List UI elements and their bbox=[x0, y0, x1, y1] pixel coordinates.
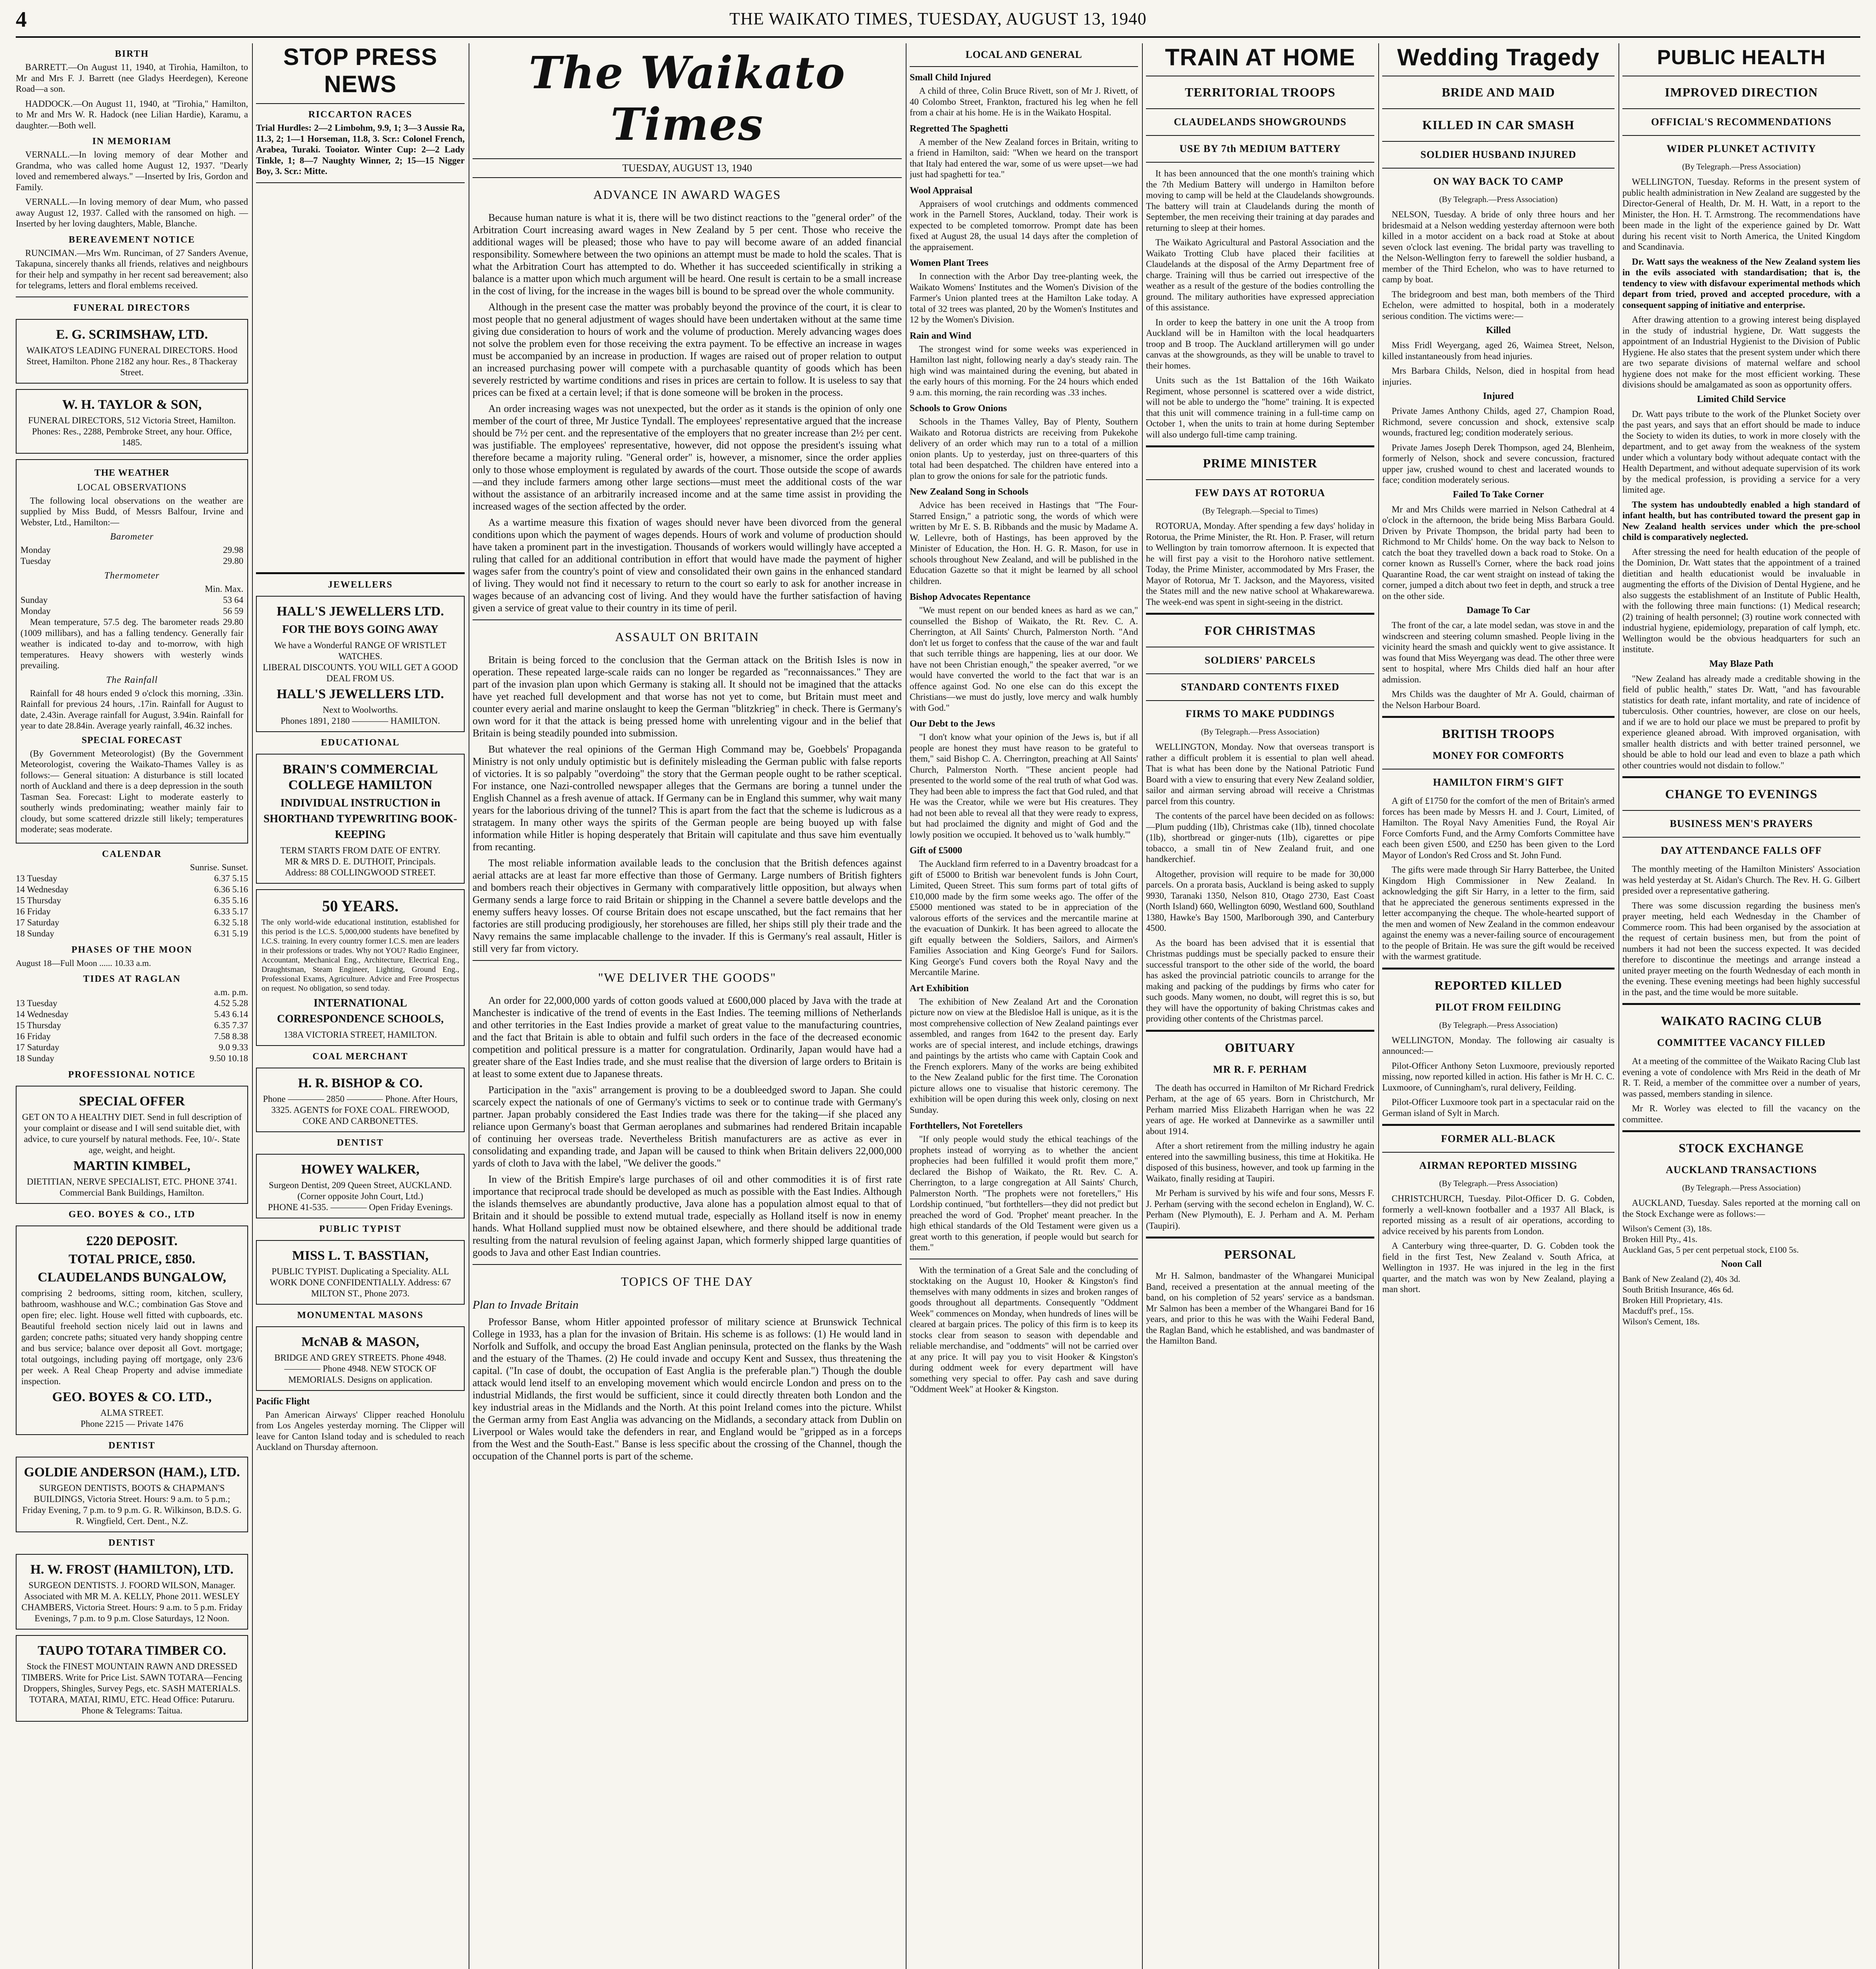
headline-deck: SOLDIERS' PARCELS bbox=[1205, 654, 1316, 666]
headline-deck: DAY ATTENDANCE FALLS OFF bbox=[1661, 845, 1822, 856]
ad-body: PUBLIC TYPIST. Duplicating a Speciality. ALL WORK DONE CONFIDENTIALLY. Address: 67 MILTON ST., Phone 2073. bbox=[269, 1266, 451, 1298]
barometer-row: Monday 29.98 bbox=[20, 545, 243, 555]
bishop-ad bbox=[256, 1068, 465, 1132]
calendar-heading: CALENDAR bbox=[102, 849, 162, 859]
goldie-ad bbox=[16, 1457, 248, 1532]
local-item-text: Advice has been received in Hastings that "The Four-Starred Ensign," a patriotic song, the words of which were written by Mr E. S. B. Ribbands and the music by Madame A. W. Lellevre, both of Hastings, has been approved by the Minister of Education, the Hon. H. G. R. Mason, for use in schools throughout New Zealand, and will be published in the Education Gazette so that it might be learned by all school children. bbox=[910, 500, 1138, 586]
weather-notes: Mean temperature, 57.5 deg. The barometer reads 29.80 (1009 millibars), and has a falling tendency. Generally fair weather is indicated to-day and to-morrow, with high temperatures. Heavy showers with westerly winds prevailing. bbox=[20, 617, 243, 670]
tides-row: 13 Tuesday 4.52 5.28 bbox=[16, 998, 248, 1008]
ad-name: BRAIN'S COMMERCIAL COLLEGE HAMILTON bbox=[283, 762, 438, 792]
stock-line: South British Insurance, 46s 6d. bbox=[1622, 1285, 1734, 1294]
typist-ad bbox=[256, 1240, 465, 1305]
masthead: THE WAIKATO TIMES, TUESDAY, AUGUST 13, 1940 bbox=[729, 9, 1147, 28]
howey-walker-ad bbox=[256, 1154, 465, 1218]
child-service-subheading: Limited Child Service bbox=[1697, 394, 1786, 404]
article-paragraph: Altogether, provision will require to be made for 30,000 parcels. On a prorata basis, Auckland is being asked to supply 9930, Taranaki 1350, Nelson 810, Otago 2730, East Coast (North Island) 660, Wellington 6090, Westland 600, Southland 1380, Hawke's Bay 1500, Marlborough 390, and Canterbury 4500. bbox=[1146, 869, 1374, 933]
ad-body: The only world-wide educational institution, established for this period is the I.C.S. 5,000,000 students have benefited by I.C.S. training. In every country former I.C.S. men are leaders in their professions or trades. Why not YOU? Radio Engineer, Accountant, Mechanical Eng., Architecture, Electrical Eng., Draughtsman, Steam Engineer, Lighting, Ground Eng., Professional Exams, Agriculture. Advice and Free Prospectus on request. No obligation, so send today. bbox=[261, 918, 459, 993]
article-paragraph: There was some discussion regarding the business men's prayer meeting, held each Wednesday in the Chamber of Commerce room. This had been organised by the association at the request of certain business men, but from the point of numbers it had not been the success expected. It was decided therefore to discontinue the meetings and arrange instead a united prayer meeting on the fourth Wednesday of each month in the evening. These evening meetings had been highly successful in the past, and the time would be more suitable. bbox=[1622, 900, 1860, 997]
editorial-paragraph: Because human nature is what it is, there will be two distinct reactions to the "general order" of the Arbitration Court increasing award wages in New Zealand by 5 per cent. Those who receive the additional wages will be pleased; those who have to pay will become aware of an added financial responsibility. Somewhere between the two opinions an attempt must be made to hold the scales. That is what the Arbitration Court has attempted to do. Whether it has succeeded scientifically in striking a balance is a matter upon which much argument will be heard. One result is certain to be a small increase in the cost of living, for the increase in the wages bill is bound to be spread over the whole community. bbox=[473, 212, 902, 297]
nameplate: The Waikato Times bbox=[528, 47, 846, 150]
halls-jewellers-ad bbox=[256, 596, 465, 732]
article-paragraph: Private James Joseph Derek Thompson, aged 24, Blenheim, formerly of Nelson, shock and severe concussion, fractured upper jaw, crushed wound to chest and lacerated wounds to face; condition moderately serious. bbox=[1382, 442, 1615, 485]
article-paragraph: CHRISTCHURCH, Tuesday. Pilot-Officer D. G. Cobden, formerly a well-known footballer and a 1937 All Black, is reported missing as a result of air operations, according to advice received by his parents from London. bbox=[1382, 1194, 1615, 1236]
article-paragraph: After drawing attention to a growing interest being displayed in the study of industrial hygiene, Dr. Watt suggests the appointment of an Industrial Hygienist to the Division of Public Hygiene. He also states that the present system under which there are two separate divisions of maternal welfare and school hygiene does not make for the most efficient working. These divisions should be amalgamated as soon as opportunity offers. bbox=[1622, 315, 1860, 389]
local-item-text: The exhibition of New Zealand Art and the Coronation picture now on view at the Bledisloe Hall is unique, as it is the most comprehensive collection of New Zealand paintings ever assembled, and ranges from 1642 to the present day. Early works are of special interest, and include etchings, drawings and paintings by the artists who came with Captain Cook and the French explorers. Many of the works are being exhibited to the New Zealand public for the first time. The Coronation picture allows one to visualise that historic ceremony. The exhibition will be open during this week only, closing on next Sunday. bbox=[910, 996, 1138, 1115]
editorial-heading: ADVANCE IN AWARD WAGES bbox=[593, 187, 781, 202]
local-item-heading: Bishop Advocates Repentance bbox=[910, 592, 1031, 602]
headline-deck: STANDARD CONTENTS FIXED bbox=[1181, 681, 1340, 693]
masons-heading: MONUMENTAL MASONS bbox=[297, 1310, 424, 1320]
thermometer-row: Monday 56 59 bbox=[20, 606, 243, 616]
stock-line: Broken Hill Pty., 41s. bbox=[1622, 1234, 1698, 1244]
scrimshaw-ad bbox=[16, 319, 248, 384]
editorial-paragraph: In view of the British Empire's large purchases of oil and other commodities it is of first rate importance that reciprocal trade should be developed as much as possible with the East Indies. Although the islands themselves are abundantly productive, Java alone has a population almost equal to that of Britain and it should be possible to extend mutual trade, especially as Holland itself is now in enemy hands. What Holland supplied must now be obtained elsewhere, and there should be additional trade resulting from the natural revulsion of feeling against Japan, which formerly shipped large quantities of goods to Java and other East Indian countries. bbox=[473, 1174, 902, 1258]
stop-press-heading: STOP PRESS NEWS bbox=[283, 44, 437, 97]
headline-deck: OFFICIAL'S RECOMMENDATIONS bbox=[1651, 116, 1832, 128]
article-paragraph: Mrs Barbara Childs, Nelson, died in hospital from head injuries. bbox=[1382, 366, 1615, 387]
article-paragraph: Units such as the 1st Battalion of the 16th Waikato Regiment, whose personnel is scattered over a wide district, will not be able to undergo the "home" training. It is expected that this unit will commence training in a full-time camp on October 1, when the units to train at home during September will also undergo full-time camp training. bbox=[1146, 375, 1374, 439]
ad-body: Surgeon Dentist, 209 Queen Street, AUCKLAND. (Corner opposite John Court, Ltd.) bbox=[269, 1180, 452, 1201]
ad-price: £220 DEPOSIT. bbox=[86, 1233, 178, 1248]
headline-deck: WIDER PLUNKET ACTIVITY bbox=[1667, 143, 1816, 154]
ad-name: MARTIN KIMBEL, bbox=[73, 1158, 191, 1173]
local-item-heading: Gift of £5000 bbox=[910, 845, 962, 856]
ad-body: DIETITIAN, NERVE SPECIALIST, ETC. PHONE 3741. Commercial Bank Buildings, Hamilton. bbox=[27, 1176, 237, 1198]
article-paragraph: Mr R. Worley was elected to fill the vacancy on the committee. bbox=[1622, 1103, 1860, 1124]
pacific-flight-heading: Pacific Flight bbox=[256, 1396, 310, 1407]
timber-ad bbox=[16, 1635, 248, 1722]
tides-row: 16 Friday 7.58 8.38 bbox=[16, 1031, 248, 1041]
byline: (By Telegraph.—Special to Times) bbox=[1202, 506, 1318, 515]
thermometer-row: Sunday 53 64 bbox=[20, 595, 243, 605]
column-rule bbox=[252, 43, 253, 1969]
taylor-ad bbox=[16, 389, 248, 454]
editorial-dateline: TUESDAY, AUGUST 13, 1940 bbox=[473, 158, 902, 178]
ad-price: TOTAL PRICE, £850. bbox=[69, 1251, 195, 1266]
headline-deck: AIRMAN REPORTED MISSING bbox=[1419, 1160, 1578, 1171]
bereavement-heading: BEREAVEMENT NOTICE bbox=[69, 234, 195, 245]
editorial-heading: ASSAULT ON BRITAIN bbox=[615, 630, 759, 644]
dentist-heading: DENTIST bbox=[108, 1440, 156, 1451]
local-item-heading: Small Child Injured bbox=[910, 72, 991, 83]
ad-name: HOWEY WALKER, bbox=[301, 1162, 420, 1177]
barometer-row: Tuesday 29.80 bbox=[20, 556, 243, 566]
brains-college-ad bbox=[256, 754, 465, 884]
educational-heading: EDUCATIONAL bbox=[321, 737, 400, 748]
topics-subheading: Plan to Invade Britain bbox=[473, 1298, 579, 1311]
frost-ad bbox=[16, 1554, 248, 1630]
ad-body: WAIKATO'S LEADING FUNERAL DIRECTORS. Hood Street, Hamilton. Phone 2182 any hour. Res., 8 Thackeray Street. bbox=[26, 345, 237, 377]
local-item-text: "If only people would study the ethical teachings of the prophets instead of worrying as to whether the ancient prophecies had been fulfilled it would profit them more," declared the Bishop of Waikato, the Rt. Rev. C. A. Cherrington, to a large congregation at All Saints' Church, Palmerston North. "The prophets were not foretellers," His Lordship continued, "but forthtellers—they did not predict but preached the word of God. 'Prophet' meant preacher. In the high ethical standards of the Old Testament were given us a great worth to this generation, if people would but search for them." bbox=[910, 1134, 1138, 1252]
article-paragraph: After a short retirement from the milling industry he again entered into the sawmilling business, this time at Hokitika. He disposed of this business, however, and took up farming in the Waikato, finally residing at Taupiri. bbox=[1146, 1141, 1374, 1183]
former-all-black-headline: FORMER ALL-BLACK bbox=[1441, 1133, 1556, 1144]
byline: (By Telegraph.—Press Association) bbox=[1201, 727, 1320, 736]
ad-name: H. W. FROST (HAMILTON), LTD. bbox=[30, 1562, 234, 1577]
ad-body: SURGEON DENTISTS. J. FOORD WILSON, Manager. Associated with MR M. A. KELLY, Phone 2011. WESLEY CHAMBERS, Victoria Street. Hours: 9 a.m. to 5 p.m. Friday Evenings, 7 p.m. to 9 p.m. Close Saturdays, 12 Noon. bbox=[21, 1580, 243, 1623]
article-paragraph: Private James Anthony Childs, aged 27, Champion Road, Richmond, severe concussion and shock, extensive scalp wounds, fractured leg; condition moderately serious. bbox=[1382, 406, 1615, 438]
public-health-headline: PUBLIC HEALTH bbox=[1657, 46, 1826, 69]
editorial-column bbox=[473, 43, 902, 1969]
wedding-tragedy-headline: Wedding Tragedy bbox=[1397, 44, 1600, 70]
stop-press-column bbox=[256, 43, 465, 1969]
ad-body: comprising 2 bedrooms, sitting room, kitchen, scullery, bathroom, washhouse and W.C.; combination Gas Stove and open fire; elec. light. House well fitted with cupboards, etc. Beautiful freehold section nicely laid out in lawns and garden; concrete paths; situated very handy shopping centre and bus service; balance over deposit all Govt. mortgage; total outgoings, including paying off mortgage, only 23/6 per week. A Real Cheap Property and advise immediate inspection. bbox=[21, 1288, 243, 1386]
local-item-heading: Regretted The Spaghetti bbox=[910, 123, 1008, 134]
calendar-row: 15 Thursday 6.35 5.16 bbox=[16, 895, 248, 905]
local-item-heading: Art Exhibition bbox=[910, 983, 969, 994]
local-item-text: Appraisers of wool crutchings and oddments commenced work in the Parnell Stores, Auckland, today. Their work is expected to be completed tomorrow. Prompt date has been fixed at August 28, the usual 14 days after the completion of the appraisement. bbox=[910, 198, 1138, 252]
ad-address: ALMA STREET. bbox=[100, 1407, 164, 1418]
pacific-flight-text: Pan American Airways' Clipper reached Honolulu from Los Angeles yesterday morning. The Clipper will leave for Canton Island today and is scheduled to reach Auckland on Thursday afternoon. bbox=[256, 1409, 465, 1452]
local-items bbox=[910, 72, 1138, 1253]
article-paragraph: WELLINGTON, Monday. Now that overseas transport is rather a difficult problem it is essential to plan well ahead. That is what has been done by the National Patriotic Fund Board with a view to ensuring that every New Zealand soldier, sailor and airman serving abroad will receive a Christmas parcel from this country. bbox=[1146, 742, 1374, 806]
article-paragraph: The system has undoubtedly enabled a high standard of infant health, but has contributed toward the present gap in New Zealand health services under which the pre-school child is comparatively neglected. bbox=[1622, 499, 1860, 542]
races-results: Trial Hurdles: 2—2 Limbohm, 9.9, 1; 3—3 Aussie Ra, 11.3, 2; 1—1 Horseman, 11.8, 3. Scr.: Colonel French, Arabea, Turaki. Tooiator. Winter Cup: 2—2 Lady Tinkle, 1; 8—7 Naughty Winner, 2; 15—15 Nigger Boy, 3. Scr.: Mitte. bbox=[256, 123, 465, 176]
article-paragraph: Dr. Watt pays tribute to the work of the Plunket Society over the past years, and says that an effort should be made to induce the Society to widen its duties, to work in more closely with the department, and to get away from the weakness of the system under which a voluntary body without adequate contact with the Health Department, and without adequate supervision of its work by the medical profession, is providing a service for a very limited age. bbox=[1622, 409, 1860, 495]
editorial-paragraph: An order for 22,000,000 yards of cotton goods valued at £600,000 placed by Java with the trade at Manchester is indicative of the trend of events in the East Indies. The teeming millions of Netherlands and other territories in the East Indies provide a market of great value to the manufacturing countries, and the fact that Britain is able to obtain and fulfil such orders in the face of the decreased economic competition and political pressure is a matter for congratulation. Ordinarily, Japan would have had a greater share of the East Indies trade, and she must realise that the diversion of large orders to Britain is at least to some extent due to Japanese threats. bbox=[473, 995, 902, 1079]
article-paragraph: "New Zealand has already made a creditable showing in the field of public health," states Dr. Watt, "and has favourable statistics for death rate, infant mortality, and rate of incidence of tuberculosis. Other countries, however, are close on our heels, and if we are to hold our place we must be prepared to profit by experience gleaned abroad. With improved organisation, with smaller health districts and with better trained personnel, we should be able to hold our lead and even to blaze a path which other countries would not disdain to follow." bbox=[1622, 673, 1860, 770]
article-paragraph: ROTORUA, Monday. After spending a few days' holiday in Rotorua, the Prime Minister, the Rt. Hon. P. Fraser, will return to Wellington by train tomorrow afternoon. It is expected that he will first pay a visit to the Horohoro native settlement. Today, the Prime Minister, accommodated by Mrs Fraser, the Mayor of Rotorua, Mr T. Jackson, and the Mayoress, visited the States mill and the new native school at Whakarewarewa. The week-end was spent in sight-seeing in the district. bbox=[1146, 521, 1374, 607]
editorial-paragraph: Britain is being forced to the conclusion that the German attack on the British Isles is now in operation. These repeated large-scale raids can no longer be regarded as "reconnaissances." They are part of the invasion plan upon which Germany is staking all. It should not be imagined that the attacks have yet reached full development and that worse has not yet to come, but Britain must meet and counter every aerial and marine onslaught to keep the German "blitzkrieg" in check. There is Germany's own word for it that the attack is being pressed home with unrelenting vigour and in the belief that Britain is being steadily pounded into submission. bbox=[473, 654, 902, 739]
article-paragraph: Mr H. Salmon, bandmaster of the Whangarei Municipal Band, received a presentation at the annual meeting of the band, on his completion of 52 years' service as a bandsman. Mr Salmon has been a member of the Whangarei Band for 16 years, and prior to this he was with the Waihi Federal Band, the Raglan Band, which he established, and was bandmaster of the Hamilton Band. bbox=[1146, 1271, 1374, 1346]
weather-subheading: LOCAL OBSERVATIONS bbox=[77, 482, 187, 493]
ad-body: INDIVIDUAL INSTRUCTION in SHORTHAND TYPEWRITING BOOK-KEEPING bbox=[263, 797, 457, 841]
racing-club-headline: WAIKATO RACING CLUB bbox=[1661, 1014, 1822, 1028]
editorial-paragraph: An order increasing wages was not unexpected, but the order as it stands is the opinion of only one member of the court of three, Mr Justice Tyndall. The employees' representative argued that the increase should be 7½ per cent. and the representative of the employers that no greater increase than 2½ per cent. was justifiable. The employees' representative, however, did not oppose the president's issuing what therefore became a majority ruling. "General order" is, however, a misnomer, since the order applies only to those whose employment is regulated by awards of the court. Those outside the scope of awards—and they include farmers among other large sections—must meet the additional costs of the war without the assistance of an arbitrarily increased income and at the same time assist in providing the increased wages of the section affected by the order. bbox=[473, 403, 902, 512]
tides-cols: a.m. p.m. bbox=[214, 987, 248, 997]
headline-deck: SOLDIER HUSBAND INJURED bbox=[1420, 149, 1576, 160]
editorial-paragraph: Participation in the "axis" arrangement is proving to be a doubleedged sword to Japan. She could scarcely expect the nationals of one of Germany's victims to seek or to continue trade with Germany's partner. Japan probably considered the East Indies trade was there for the taking—if she placed any reliance upon Germany's boast that German aeroplanes and submarines had rendered Britain incapable of continuing her overseas trade. Nevertheless British manufacturers are as active as ever in consolidating and expanding trade, and Japan will be caused to think when Britain delivers 22,000,000 yards of cloth to Java with the label, "We deliver the goods." bbox=[473, 1084, 902, 1169]
article-paragraph: WELLINGTON, Monday. The following air casualty is announced:— bbox=[1382, 1035, 1615, 1056]
noon-call-subheading: Noon Call bbox=[1721, 1259, 1762, 1269]
article-paragraph: After stressing the need for health education of the people of the Dominion, Dr. Watt states that the appointment of a trained dietitian and health educationist would be invaluable in augmenting the efforts of the Division of Dental Hygiene, and he also suggests the establishment of an Institute of Public Health, with the following three main functions: (1) Medical research; (2) training of health personnel; (3) routine work connected with industrial hygiene, epidemiology, preparation of calf lymph, etc. Wellington would be the obvious headquarters for such an institute. bbox=[1622, 547, 1860, 654]
races-heading: RICCARTON RACES bbox=[308, 109, 413, 120]
moon-heading: PHASES OF THE MOON bbox=[71, 944, 193, 955]
local-item-heading: Schools to Grow Onions bbox=[910, 403, 1007, 413]
article-paragraph: NELSON, Tuesday. A bride of only three hours and her bridesmaid at a Nelson wedding yesterday afternoon were both killed in a motor accident on a back road at Stoke at about seven o'clock last evening. The bridal party was travelling to the Nelson-Wellington ferry to farewell the soldier husband, a member of the Third Echelon, who was to have returned to camp by boat. bbox=[1382, 210, 1615, 284]
failed-corner-subheading: Failed To Take Corner bbox=[1453, 489, 1544, 500]
headline-deck: COMMITTEE VACANCY FILLED bbox=[1657, 1037, 1826, 1048]
ad-address: 138A VICTORIA STREET, HAMILTON. bbox=[284, 1029, 437, 1040]
professional-heading: PROFESSIONAL NOTICE bbox=[68, 1069, 196, 1080]
article-paragraph: A gift of £1750 for the comfort of the men of Britain's armed forces has been made by Messrs H. and J. Court, Limited, of Hamilton. The Royal Navy Amenities Fund, the Royal Air Force Comforts Fund, and the Army Comforts Committee have each been given £500, and £250 has been given to the Lord Mayor of London's Red Cross and St. John Fund. bbox=[1382, 796, 1615, 860]
coal-heading: COAL MERCHANT bbox=[312, 1051, 408, 1062]
local-item-heading: Forthtellers, Not Foretellers bbox=[910, 1121, 1023, 1131]
article-paragraph: At a meeting of the committee of the Waikato Racing Club last evening a vote of condolence with Mrs Reid in the death of Mr R. T. Reid, a member of the committee over a number of years, was passed, members standing in silence. bbox=[1622, 1056, 1860, 1099]
calendar-cols: Sunrise. Sunset. bbox=[190, 862, 248, 872]
prime-minister-headline: PRIME MINISTER bbox=[1203, 456, 1318, 470]
birth-notice: BARRETT.—On August 11, 1940, at Tirohia, Hamilton, to Mr and Mrs F. J. Barrett (nee Gladys Heerdegen), Kereone Road—a son. bbox=[16, 62, 248, 94]
ad-name: HALL'S JEWELLERS LTD. bbox=[276, 604, 444, 619]
ad-name: H. R. BISHOP & CO. bbox=[298, 1075, 423, 1090]
moon-line: August 18—Full Moon ...... 10.33 a.m. bbox=[16, 958, 151, 968]
tides-row: 18 Sunday 9.50 10.18 bbox=[16, 1053, 248, 1063]
editorial-paragraph: As a wartime measure this fixation of wages should never have been divorced from the general conditions upon which the payment of wages depends. Hours of work and volume of production should have taken a prominent part in the investigation. Thousands of workers would willingly have accepted a ruling that called for an additional contribution in effort that would have made the payment of higher wages safer from the country's point of view and consolidated their own gains in the enhanced standard of living. They would not find it necessary to return to the court so early to ask for another increase in wages because of an advancing cost of living. And they would have the further satisfaction of having given a service of great value to their country in its time of peril. bbox=[473, 517, 902, 614]
stock-line: Wilson's Cement, 18s. bbox=[1622, 1316, 1700, 1326]
ad-name: McNAB & MASON, bbox=[301, 1334, 419, 1349]
headline-deck: BRIDE AND MAID bbox=[1442, 85, 1555, 99]
tides-row: 17 Saturday 9.0 9.33 bbox=[16, 1042, 248, 1052]
article-paragraph: Mrs Childs was the daughter of Mr A. Gould, chairman of the Nelson Harbour Board. bbox=[1382, 689, 1615, 710]
ad-body: FUNERAL DIRECTORS, 512 Victoria Street, Hamilton. Phones: Res., 2288, Pembroke Street, any hour. Office, 1485. bbox=[28, 415, 236, 447]
injured-subheading: Injured bbox=[1483, 391, 1514, 401]
ad-name: W. H. TAYLOR & SON, bbox=[62, 397, 202, 412]
headline-deck: IMPROVED DIRECTION bbox=[1665, 85, 1818, 99]
article-paragraph: The Waikato Agricultural and Pastoral Association and the Waikato Trotting Club have placed their facilities at Claudelands at the disposal of the Army Department free of charge. Training will thus be carried out irrespective of the weather as a result of the gesture of the bodies controlling the ground. The military authorities have expressed appreciation of this assistance. bbox=[1146, 237, 1374, 312]
ad-phone: PHONE 41-535. ———— Open Friday Evenings. bbox=[268, 1202, 453, 1212]
mcnab-mason-ad bbox=[256, 1326, 465, 1391]
news-column-7 bbox=[1622, 43, 1860, 1969]
editorial-paragraph: Although in the present case the matter was probably beyond the province of the court, it is clear to most people that no general adjustment of wages should have been undertaken without at the same time giving due consideration to hours of work and the volume of production. Merely advancing wages does not solve the problem even for those receiving the extra payment. To be effective an increase in wages must be accompanied by an increase in production. If wages are raised out of proper relation to output an increased purchasing power will compete with a purchasable quantity of goods which has been severely restricted by wartime conditions and rises in prices are certain to follow. It is useless to say that prices can be fixed at a certain level; if that is done someone will be broken in the process. bbox=[473, 301, 902, 398]
article-paragraph: Pilot-Officer Anthony Seton Luxmoore, previously reported missing, now reported killed in action. His father is Mr H. C. C. Luxmoore, of Cunningham's, rural delivery, Feilding. bbox=[1382, 1061, 1615, 1092]
birth-heading: BIRTH bbox=[115, 49, 149, 59]
christmas-headline: FOR CHRISTMAS bbox=[1204, 623, 1316, 638]
header-rule bbox=[16, 36, 1860, 38]
damage-subheading: Damage To Car bbox=[1466, 605, 1530, 616]
calendar-row: 17 Saturday 6.32 5.18 bbox=[16, 917, 248, 927]
byline: (By Telegraph.—Press Association) bbox=[1439, 1179, 1558, 1188]
birth-notice: HADDOCK.—On August 11, 1940, at "Tirohia," Hamilton, to Mr and Mrs W. R. Hadock (nee Lilian Hardie), Karamu, a daughter.—Both well. bbox=[16, 98, 248, 130]
memoriam-notice: VERNALL.—In loving memory of dear Mum, who passed away August 12, 1937. Called with the ransomed on high. —Inserted by her loving daughters, Mable, Blanche. bbox=[16, 197, 248, 228]
byline: (By Telegraph.—Press Association) bbox=[1682, 1183, 1801, 1192]
calendar-row: 14 Wednesday 6.36 5.16 bbox=[16, 884, 248, 894]
killed-subheading: Killed bbox=[1486, 325, 1511, 336]
ad-body: Stock the FINEST MOUNTAIN RAWN AND DRESSED TIMBERS. Write for Price List. SAWN TOTARA—Fencing Droppers, Shingles, Survey Pegs, etc. SASH MATERIALS. TOTARA, MATAI, RIMU, ETC. Head Office: Putaruru. Phone & Telegrams: Taitua. bbox=[21, 1661, 243, 1715]
article-paragraph: In order to keep the battery in one unit the A troop from Auckland will be in Hamilton with the local headquarters troop and B troop. The Auckland artillerymen will go under canvas at the showgrounds, as they will be unable to travel to their homes. bbox=[1146, 317, 1374, 371]
tides-row: 14 Wednesday 5.43 6.14 bbox=[16, 1009, 248, 1019]
local-item-text: Schools in the Thames Valley, Bay of Plenty, Southern Waikato and Rotorua districts are receiving from Pukekohe delivery of an order which may run to a total of a million onion plants. Up to yesterday, just on three-quarters of this total had been despatched. The children have entered into a plan to grow the onions for sale for the patriotic funds. bbox=[910, 417, 1138, 481]
editorial-paragraph: The most reliable information available leads to the conclusion that the British defences against aerial attacks are at least far more effective than those of Germany. Large numbers of British fighters and bombers reach their objectives in Germany with comparatively little opposition, but always when Germany sends a large force to raid Britain or shipping in the Channel a severe battle develops and the enemy suffers heavy losses. Of course Britain does not escape unscathed, but the fact remains that her factories are still producing prodigiously, her storehouses are filled, her ships still ply their trade and the Navy remains the same implacable challenge to the invader. If this is Germany's real assault, Hitler is still very far from victory. bbox=[473, 857, 902, 954]
local-item-text: A child of three, Colin Bruce Rivett, son of Mr J. Rivett, of 40 Colombo Street, Frankton, fractured his leg when he fell from a chair at his home. He is in the Waikato Hospital. bbox=[910, 86, 1138, 117]
ad-name: HALL'S JEWELLERS LTD. bbox=[276, 686, 444, 701]
editorial-paragraph: But whatever the real opinions of the German High Command may be, Goebbels' Propaganda Ministry is not only unduly optimistic but is definitely misleading the German public with false reports of victories. It is so palpably "overdoing" the story that the German people ought to be rather sceptical. For instance, one Nazi-controlled newspaper alleges that the Germans are boring a tunnel under the English Channel as a fresh avenue of attack. If Germany can be in England this summer, why wait many years for the laborious driving of the tunnel? This is apart from the fact that the scheme is ludicrous as a stratagem. In many other ways the spirits of the German people are being buoyed up with false information while Hitler is hoping desperately that Britain will capitulate and thus save him eventually from recanting. bbox=[473, 743, 902, 853]
stock-line: Broken Hill Proprietary, 41s. bbox=[1622, 1295, 1723, 1305]
ad-body: BRIDGE AND GREY STREETS. Phone 4948. ———— Phone 4948. NEW STOCK OF MEMORIALS. Designs on application. bbox=[274, 1352, 447, 1385]
column-rule bbox=[1142, 43, 1143, 1969]
thermometer-cols: Min. Max. bbox=[205, 584, 243, 594]
editorial-heading: TOPICS OF THE DAY bbox=[621, 1274, 754, 1289]
ad-phones: Phones 1891, 2180 ———— HAMILTON. bbox=[280, 716, 440, 726]
article-paragraph: Mr and Mrs Childs were married in Nelson Cathedral at 4 o'clock in the afternoon, the bride being Miss Barbara Gould. Driven by Private Thompson, the bridal party had been to Richmond to Mr Childs' home. On the way back to Nelson to catch the boat they travelled down a back road to Stoke. On a corner known as Russell's Corner, where the back road joins Quarantine Road, the car went straight on instead of taking the corner, jumped a ditch about two feet in depth, and struck a tree on the other side. bbox=[1382, 504, 1615, 601]
ad-terms: TERM STARTS FROM DATE OF ENTRY. bbox=[280, 845, 441, 855]
article-paragraph: WELLINGTON, Tuesday. Reforms in the present system of public health administration in New Zealand are suggested by the Director-General of Health, Dr. M. H. Watt, in a report to the Minister, the Hon. H. T. Armstrong. The recommendations have been made in the light of the experience gained by Dr. Watt during his recent visit to North America, the United Kingdom and Scandinavia. bbox=[1622, 177, 1860, 252]
weather-box bbox=[16, 459, 248, 844]
local-item-text: In connection with the Arbor Day tree-planting week, the Waikato Womens' Institutes and the Women's Division of the Farmer's Union planted trees at the Hamilton Lake today. A total of 32 trees was planted, 20 by the Women's Institutes and 12 by the Women's Division. bbox=[910, 271, 1138, 324]
article-paragraph: The bridegroom and best man, both members of the Third Echelon, were admitted to hospital, both in a moderately serious condition. The victims were:— bbox=[1382, 289, 1615, 321]
blaze-path-subheading: May Blaze Path bbox=[1709, 658, 1774, 669]
article-paragraph: The monthly meeting of the Hamilton Ministers' Association was held yesterday at St. Aidan's Church. The Rev. H. G. Gilbert presided over a representative gathering. bbox=[1622, 864, 1860, 896]
article-paragraph: The front of the car, a late model sedan, was stove in and the windscreen and steering column smashed. People living in the vicinity heard the smash and quickly went to give assistance. It was found that Miss Weyergang was dead. The other three were sent to hospital, where Mrs Childs died half an hour after admission. bbox=[1382, 620, 1615, 684]
weather-heading: THE WEATHER bbox=[94, 467, 170, 478]
stock-line: Wilson's Cement (3), 18s. bbox=[1622, 1224, 1712, 1233]
headline-deck: ON WAY BACK TO CAMP bbox=[1433, 176, 1564, 187]
article-paragraph: As the board has been advised that it is essential that Christmas puddings must be specially packed to ensure their successful transport to the other side of the world, the board has asked the provincial patriotic councils to arrange for the making and packing of the puddings by firms who cater for such goods. Many women, no doubt, will regret this is so, but they will have the opportunity of baking Christmas cakes and providing other contents of the Christmas parcel. bbox=[1146, 938, 1374, 1023]
typist-heading: PUBLIC TYPIST bbox=[319, 1224, 402, 1234]
article-paragraph: The gifts were made through Sir Harry Batterbee, the United Kingdom High Commissioner in New Zealand. In acknowledging the gift Sir Harry, in a letter to the firm, said that he appreciated the generous sentiments expressed in the letter accompanying the cheque. The whole-hearted support of the men and women of New Zealand in the common endeavour against the enemy was a never-failing source of encouragement to the people of Britain. He was sure the gift would be received with the warmest gratitude. bbox=[1382, 865, 1615, 961]
byline: (By Telegraph.—Press Association) bbox=[1682, 162, 1801, 171]
bungalow-ad bbox=[16, 1226, 248, 1435]
personal-headline: PERSONAL bbox=[1224, 1247, 1296, 1261]
byline: (By Telegraph.—Press Association) bbox=[1439, 1020, 1558, 1030]
ad-line: LIBERAL DISCOUNTS. YOU WILL GET A GOOD DEAL FROM US. bbox=[263, 662, 458, 683]
local-item-text: "We must repent on our bended knees as hard as we can," counselled the Bishop of Waikato, the Rt. Rev. C. A. Cherrington, at All Saints' Church, Palmerston North. "And don't let us forget to confess that the cause of the war and fault that such terrible things are happening, lies at our door. We have not been Christian enough," the speaker averred, "or we would have converted the world to the fact that war is an offence against God. No one else can do this except the Christians—we must do justly, love mercy and walk humbly with God." bbox=[910, 605, 1138, 713]
stock-line: Macduff's pref., 15s. bbox=[1622, 1306, 1694, 1316]
ad-phone: Phone 2215 — Private 1476 bbox=[80, 1418, 184, 1429]
ad-name: E. G. SCRIMSHAW, LTD. bbox=[56, 327, 208, 342]
local-general-column bbox=[910, 43, 1138, 1969]
editorial-heading: "WE DELIVER THE GOODS" bbox=[598, 970, 777, 984]
article-paragraph: Pilot-Officer Luxmoore took part in a spectacular raid on the German island of Sylt in March. bbox=[1382, 1097, 1615, 1118]
calendar-row: 18 Sunday 6.31 5.19 bbox=[16, 928, 248, 938]
local-item-heading: Rain and Wind bbox=[910, 330, 971, 341]
editorial-paragraph: Professor Banse, whom Hitler appointed professor of military science at Brunswick Technical College in 1933, has a plan for the invasion of Britain. His scheme is as follows: (1) He would land in Norfolk and Suffolk, and occupy the broad East Anglian peninsula, protected on the flanks by the Wash and the estuary of the Thames. (2) He could invade and occupy Kent and Sussex, thus threatening the capital. ("In case of doubt, the occupation of East Anglia is the preferable plan.") Though the double attack would lend itself to an enveloping movement which would encircle London and press on to the industrial Midlands, the first would be sufficient, since it could directly threaten both London and the key industrial areas in the Midlands and the North. At this point Ireland comes into the picture. Whilst the German army from East Anglia was advancing on the Midlands, a secondary attack from Dublin on Liverpool or Wales would take the defenders in rear, and England would be "gripped as in a forceps from the West and the South-East." Banse is less specific about the crossing of the Channel, though the occupation of the Channel ports is part of the scheme. bbox=[473, 1316, 902, 1462]
headline-deck: HAMILTON FIRM'S GIFT bbox=[1433, 777, 1564, 788]
tides-heading: TIDES AT RAGLAN bbox=[83, 973, 181, 984]
ad-line: We have a Wonderful RANGE OF WRISTLET WATCHES. bbox=[274, 640, 447, 661]
calendar-row: 13 Tuesday 6.37 5.15 bbox=[16, 873, 248, 883]
byline: (By Telegraph.—Press Association) bbox=[1439, 195, 1558, 204]
ad-title: CLAUDELANDS BUNGALOW, bbox=[37, 1270, 226, 1285]
ad-address: Address: 88 COLLINGWOOD STREET. bbox=[285, 867, 436, 877]
headline-deck: PILOT FROM FEILDING bbox=[1435, 1001, 1562, 1013]
local-item-heading: New Zealand Song in Schools bbox=[910, 487, 1029, 497]
stock-exchange-headline: STOCK EXCHANGE bbox=[1678, 1141, 1804, 1155]
ad-name: INTERNATIONAL CORRESPONDENCE SCHOOLS, bbox=[277, 997, 444, 1025]
forecast-heading: SPECIAL FORECAST bbox=[82, 735, 182, 745]
ad-name: SPECIAL OFFER bbox=[79, 1094, 185, 1109]
article-paragraph: AUCKLAND, Tuesday. Sales reported at the morning call on the Stock Exchange were as follows:— bbox=[1622, 1198, 1860, 1219]
headline-deck: USE BY 7th MEDIUM BATTERY bbox=[1179, 143, 1341, 154]
ad-name: MISS L. T. BASSTIAN, bbox=[292, 1248, 429, 1263]
headline-deck: FEW DAYS AT ROTORUA bbox=[1195, 487, 1325, 499]
local-item-text: The strongest wind for some weeks was experienced in Hamilton last night, following nearly a day's steady rain. The high wind was maintained during the evening, but abated in the early hours of this morning. For the 24 hours which ended 9 a.m. this morning, the rain recording was .33 inches. bbox=[910, 344, 1138, 397]
dentist-heading: DENTIST bbox=[337, 1137, 384, 1148]
obituary-headline: OBITUARY bbox=[1225, 1040, 1296, 1055]
diet-ad bbox=[16, 1086, 248, 1204]
ad-name: TAUPO TOTARA TIMBER CO. bbox=[37, 1643, 226, 1658]
headline-deck: FIRMS TO MAKE PUDDINGS bbox=[1185, 708, 1335, 719]
thermometer-heading: Thermometer bbox=[104, 571, 160, 581]
page-number: 4 bbox=[16, 7, 27, 32]
article-paragraph: It has been announced that the one month's training which the 7th Medium Battery will undergo in Hamilton before moving to camp will be held at the Claudelands showgrounds. The battery will train at Claudelands during the month of September, the men receiving their training at day parades and returning to sleep at their homes. bbox=[1146, 169, 1374, 233]
funeral-heading: FUNERAL DIRECTORS bbox=[73, 302, 191, 313]
british-troops-headline: BRITISH TROOPS bbox=[1442, 727, 1555, 741]
notices-column bbox=[16, 43, 248, 1969]
local-item-heading: Our Debt to the Jews bbox=[910, 719, 995, 729]
local-item-text: The Auckland firm referred to in a Daventry broadcast for a gift of £5000 to British war benevolent funds is John Court, Limited, Queen Street. This sum forms part of total gifts of £10,000 made by the firm some weeks ago. The offer of the £5000 mentioned was stated to be in appreciation of the valorous efforts of the services and the mercantile marine at the evacuation of Dunkirk. It has been agreed to allocate the gift equally between the Soldiers, Sailors, and Airmen's Families Association and King George's Fund for Sailors. King George's Fund covers both the Royal Navy and the Mercantile Marine. bbox=[910, 859, 1138, 977]
article-paragraph: A Canterbury wing three-quarter, D. G. Cobden took the field in the first Test, New Zealand v. South Africa, at Wellington in 1937. He was injured in the leg in the first quarter, and the match was won by New Zealand, playing a man short. bbox=[1382, 1241, 1615, 1294]
local-item-heading: Wool Appraisal bbox=[910, 185, 973, 196]
column-rule bbox=[1618, 43, 1619, 1969]
hooker-kingston-notice: With the termination of a Great Sale and the concluding of stocktaking on the August 10, Hooker & Kingston's find themselves with many oddments in sizes and broken ranges of goods throughout all departments. Consequently "Oddment Week" commences on Monday, when hundreds of lines will be cleared at bargain prices. The policy of this firm is to keep its stocks clear from season to season with dependable and reliable merchandise, and "oddments" will not be carried over at any price. It will pay you to visit Hooker & Kingston's during oddment week for every department will have something very special to offer. Pay cash and save during "Oddment Week" at Hooker & Kingston. bbox=[910, 1265, 1138, 1394]
headline-deck: MONEY FOR COMFORTS bbox=[1433, 750, 1564, 761]
calendar-row: 16 Friday 6.33 5.17 bbox=[16, 906, 248, 916]
ad-name: GEO. BOYES & CO. LTD., bbox=[52, 1389, 212, 1404]
ad-body: GET ON TO A HEALTHY DIET. Send in full description of your complaint or disease and I will send suitable diet, with advice, to cure yourself by natural methods. Fee, 10/-. State age, weight, and height. bbox=[22, 1112, 242, 1155]
ad-body: SURGEON DENTISTS, BOOTS & CHAPMAN'S BUILDINGS, Victoria Street. Hours: 9 a.m. to 5 p.m.; Friday Evening, 7 p.m. to 9 p.m. G. R. Wilkinson, B.D.S. G. R. Wingfield, Cert. Dent., N.Z. bbox=[22, 1483, 242, 1526]
bereavement-notice: RUNCIMAN.—Mrs Wm. Runciman, of 27 Sanders Avenue, Takapuna, sincerely thanks all friends, relatives and neighbours for their help and sympathy in her recent sad bereavement; also for telegrams, letters and floral emblems received. bbox=[16, 248, 248, 290]
barometer-heading: Barometer bbox=[110, 532, 154, 542]
reported-killed-headline: REPORTED KILLED bbox=[1434, 978, 1563, 992]
stop-press-blank bbox=[256, 189, 465, 567]
headline-deck: KILLED IN CAR SMASH bbox=[1422, 118, 1575, 132]
news-column-6 bbox=[1382, 43, 1615, 1969]
ad-name: 50 YEARS. bbox=[322, 897, 399, 915]
ad-principals: MR & MRS D. E. DUTHOIT, Principals. bbox=[285, 856, 436, 866]
dentist-heading: DENTIST bbox=[108, 1537, 156, 1548]
local-item-heading: Women Plant Trees bbox=[910, 258, 988, 268]
page-header bbox=[16, 7, 1860, 35]
headline-deck: MR R. F. PERHAM bbox=[1213, 1063, 1307, 1075]
memoriam-notice: VERNALL.—In loving memory of dear Mother and Grandma, who was called home August 12, 1937. "Dearly loved and remembered always." —Inserted by Iris, Gordon and Family. bbox=[16, 150, 248, 192]
headline-deck: TERRITORIAL TROOPS bbox=[1185, 85, 1336, 99]
news-column-5 bbox=[1146, 43, 1374, 1969]
article-paragraph: The contents of the parcel have been decided on as follows:—Plum pudding (1lb), Christmas cake (1lb), tinned chocolate (1lb), shortbread or ginger-nuts (1lb), cigarettes or pipe tobacco, a small tin of New Zealand fruit, and one handkerchief. bbox=[1146, 811, 1374, 864]
headline-deck: AUCKLAND TRANSACTIONS bbox=[1666, 1164, 1817, 1175]
forecast-text: (By Government Meteorologist) (By the Government Meteorologist, covering the Waikato-Thames Valley is as follows:— General situation: A disturbance is still located north of Auckland and there is a deep depression in the south Tasman Sea. Forecast: Light to moderate easterly to southerly winds predominating; weather mainly fair to cloudy, but some scattered drizzle still likely; temperatures moderate; seas moderate. bbox=[20, 748, 243, 834]
weather-intro: The following local observations on the weather are supplied by Miss Budd, of Messrs Balfour, Irvine and Webster, Ltd., Hamilton:— bbox=[20, 495, 243, 527]
change-to-evenings-headline: CHANGE TO EVENINGS bbox=[1665, 787, 1818, 801]
local-item-text: A member of the New Zealand forces in Britain, writing to a friend in Hamilton, said: "When we heard on the transport that Italy had entered the war, some of us were upset—we had just had spaghetti for tea." bbox=[910, 137, 1138, 179]
headline-deck: BUSINESS MEN'S PRAYERS bbox=[1670, 818, 1813, 829]
stock-line: Bank of New Zealand (2), 40s 3d. bbox=[1622, 1274, 1741, 1284]
article-paragraph: Mr Perham is survived by his wife and four sons, Messrs F. J. Perham (serving with the second echelon in England), W. C. Perham (New Plymouth), E. J. Perham and A. M. Perham (Taupiri). bbox=[1146, 1188, 1374, 1231]
column-rule bbox=[1378, 43, 1379, 1969]
ad-body: Phone ———— 2850 ———— Phone. After Hours, 3325. AGENTS for FOXE COAL. FIREWOOD, COKE AND CARBONETTES. bbox=[263, 1094, 458, 1126]
train-at-home-headline: TRAIN AT HOME bbox=[1165, 44, 1355, 70]
article-paragraph: Miss Fridl Weyergang, aged 26, Waimea Street, Nelson, killed instantaneously from head injuries. bbox=[1382, 340, 1615, 361]
local-general-heading: LOCAL AND GENERAL bbox=[966, 49, 1082, 60]
ad-name: GOLDIE ANDERSON (HAM.), LTD. bbox=[24, 1465, 240, 1480]
boyes-heading: GEO. BOYES & CO., LTD bbox=[69, 1209, 195, 1220]
memoriam-heading: IN MEMORIAM bbox=[92, 136, 172, 146]
ics-ad bbox=[256, 889, 465, 1046]
ad-line: Next to Woolworths. bbox=[323, 705, 398, 715]
tides-row: 15 Thursday 6.35 7.37 bbox=[16, 1020, 248, 1030]
jewellers-heading: JEWELLERS bbox=[328, 579, 393, 590]
local-item-text: "I don't know what your opinion of the Jews is, but if all people are honest they must have reason to be grateful to them," said Bishop C. A. Cherrington, preaching at All Saints' Church, Palmerston North. "These ancient people had presented to the world some of the real truth of what God was. They had been able to impress the fact that God ruled, and that He was the Creator, while we were but His creatures. They had not been able to reveal all that they were ready to express, but had proclaimed the dignity and might of God and the lowly position we occupied. It behoved us to 'walk humbly.'" bbox=[910, 732, 1138, 840]
ad-line: FOR THE BOYS GOING AWAY bbox=[282, 623, 439, 636]
rainfall-text: Rainfall for 48 hours ended 9 o'clock this morning, .33in. Rainfall for previous 24 hours, .17in. Rainfall for August to date, 2.43in. Average rainfall for August, 3.94in. Rainfall for year to date 28.84in. Average yearly rainfall, 46.32 inches. bbox=[20, 688, 243, 730]
article-paragraph: The death has occurred in Hamilton of Mr Richard Fredrick Perham, at the age of 65 years. Born in Christchurch, Mr Perham married Miss Elizabeth Harrigan when he was 22 years of age. He worked at Dannevirke as a sawmiller until about 1914. bbox=[1146, 1083, 1374, 1136]
stock-line: Auckland Gas, 5 per cent perpetual stock, £100 5s. bbox=[1622, 1245, 1799, 1255]
article-paragraph: Dr. Watt says the weakness of the New Zealand system lies in the evils associated with standardisation; that is, the tendency to view with disfavour experimental methods which depart from tried, proved and accepted procedure, with a consequent sapping of initiative and enterprise. bbox=[1622, 256, 1860, 310]
headline-deck: CLAUDELANDS SHOWGROUNDS bbox=[1173, 116, 1347, 128]
rainfall-heading: The Rainfall bbox=[106, 675, 158, 685]
